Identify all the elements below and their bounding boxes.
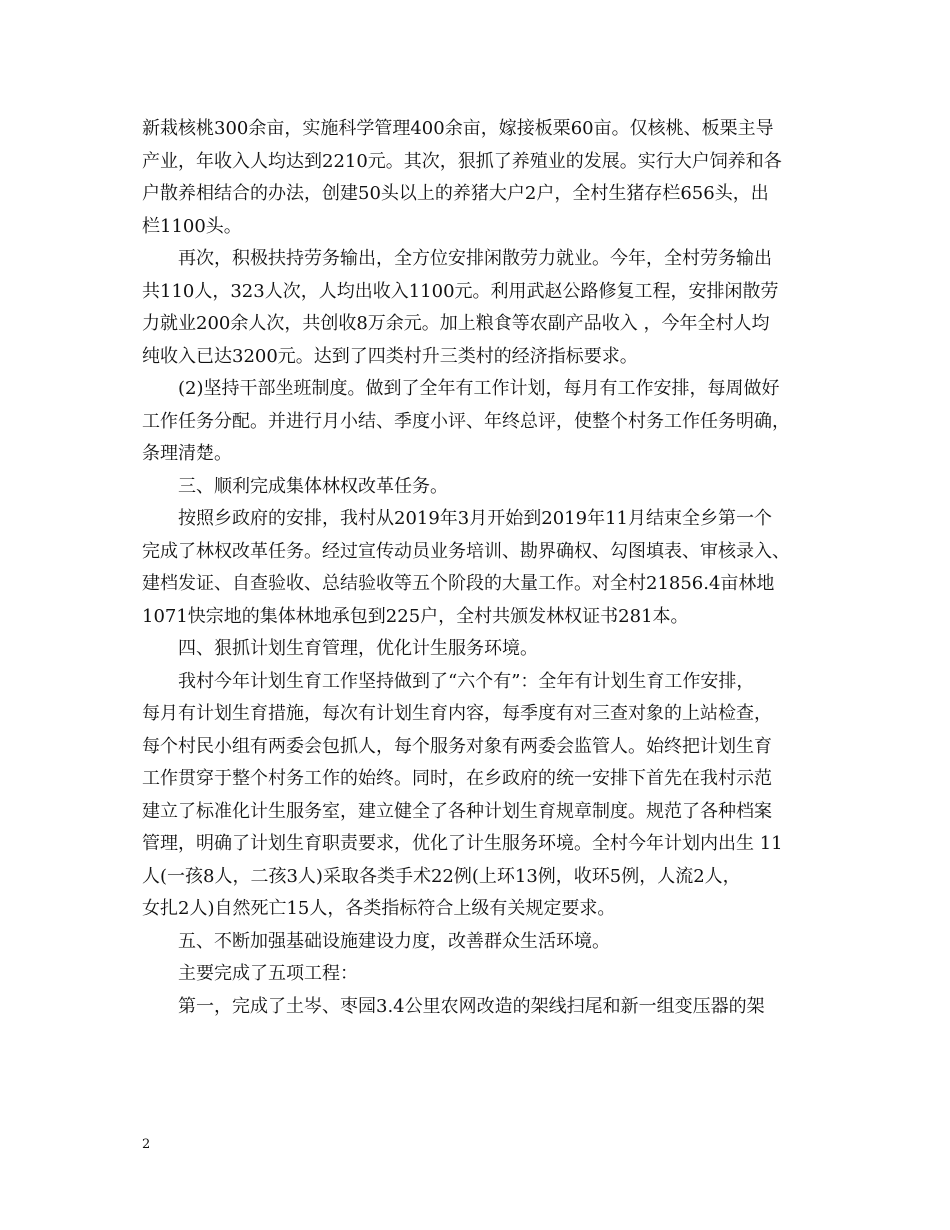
page-number: 2 bbox=[142, 1137, 151, 1152]
paragraph-first-project: 第一，完成了土岑、枣园3.4公里农网改造的架线扫尾和新一组变压器的架 bbox=[142, 995, 765, 1017]
paragraph-forestry-livestock: 新栽核桃300余亩，实施科学管理400余亩，嫁接板栗60亩。仅核桃、板栗主导 产业，年收入人均达到2210元。其次，狠抓了养殖业的发展。实行大户饲养和各 户散养相结合的办法，创建50头以上的养猪大户2户，全村生猪存栏656头，出 栏1100头。 bbox=[142, 118, 782, 237]
paragraph-forest-reform: 按照乡政府的安排，我村从2019年3月开始到2019年11月结束全乡第一个 完成了林权改革任务。经过宣传动员业务培训、勘界确权、勾图填表、审核录入、 建档发证、自查验收、总结验收等五个阶段的大量工作。对全村21856.4亩林地 1071快宗地的集体林地承包到225户，全村共颁发林权证书281本。 bbox=[142, 508, 790, 627]
section-heading-infrastructure: 五、不断加强基础设施建设力度，改善群众生活环境。 bbox=[142, 930, 610, 952]
paragraph-labor-export: 再次，积极扶持劳务输出，全方位安排闲散劳力就业。今年，全村劳务输出 共110人，323人次，人均出收入1100元。利用武赵公路修复工程，安排闲散劳 力就业200余人次，共创收8万余元。加上粮食等农副产品收入 ，今年全村人均 纯收入已达3200元。达到了四类村升三类村的经济指标要求。 bbox=[142, 248, 779, 367]
section-heading-family-planning: 四、狠抓计划生育管理，优化计生服务环境。 bbox=[142, 638, 538, 659]
paragraph-family-planning: 我村今年计划生育工作坚持做到了“六个有”：全年有计划生育工作安排， 每月有计划生育措施，每次有计划生育内容，每季度有对三查对象的上站检查， 每个村民小组有两委会包抓人，每个服务对象有两委会监管人。始终把计划生育 工作贯穿于整个村务工作的始终。同时，在乡政府的统一安排下首先在我村示范 建立了标准化计生服务室，建立健全了各种计划生育规章制度。规范了各种档案 管理，明确了计划生育职责要求，优化了计生服务环境。全村今年计划内出生 11 人(一孩8人，二孩3人)采取各类手术22例(上环13例，收环5例，人流2人， 女扎2人)自然死亡15人，各类指标符合上级有关规定要求。 bbox=[142, 670, 783, 919]
paragraph-cadre-duty-system: (2)坚持干部坐班制度。做到了全年有工作计划，每月有工作安排，每周做好 工作任务分配。并进行月小结、季度小评、年终总评，使整个村务工作任务明确， 条理清楚。 bbox=[142, 378, 790, 464]
paragraph-five-projects-intro: 主要完成了五项工程： bbox=[142, 963, 358, 984]
section-heading-forest-reform: 三、顺利完成集体林权改革任务。 bbox=[142, 475, 448, 497]
document-body bbox=[142, 113, 827, 1023]
